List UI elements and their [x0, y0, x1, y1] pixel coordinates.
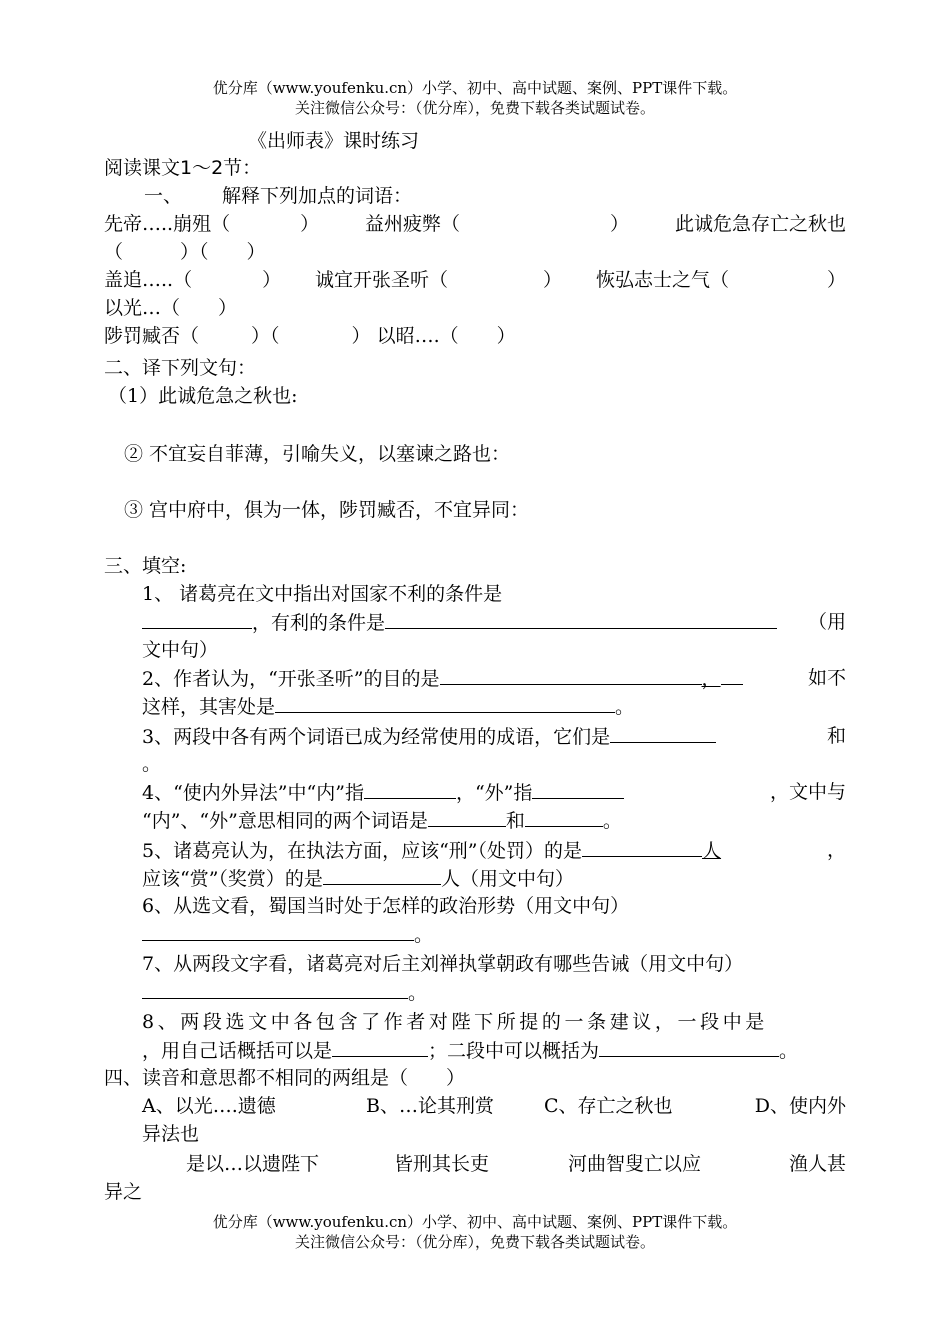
fill-item-1-blanks: ，有利的条件是 （用 [142, 608, 846, 637]
fill-item-4: 4、“使内外异法”中“内”指 ，“外”指 ，文中与 [142, 778, 846, 807]
fill-item-2: 2、作者认为，“开张圣听”的目的是 ， 如不 [142, 664, 846, 693]
q1-item-zhui: 盖追…..（ ） [104, 269, 282, 291]
q1-item-benchu: 先帝…..崩殂（ ） [104, 213, 320, 235]
fill-item-1-wrap: 文中句） [142, 639, 219, 661]
q1-item-kaizhang: 诚宜开张圣听（ ） [315, 269, 563, 291]
reading-instruction: 阅读课文1～2节： [104, 157, 262, 179]
section-3-heading: 三、填空: [104, 555, 187, 577]
blank[interactable] [428, 806, 506, 827]
option-c-pair: 河曲智叟亡以应 [568, 1153, 702, 1175]
option-c[interactable]: C、存亡之秋也 [544, 1095, 673, 1117]
option-b-pair: 皆刑其长吏 [394, 1153, 490, 1175]
option-d[interactable]: D、使内外 [754, 1095, 846, 1117]
choice-row-1-wrap: 异法也 [142, 1123, 200, 1145]
q1-item-qiu: 此诚危急存亡之秋也 [674, 213, 846, 235]
section-1-row-5: 陟罚臧否（ ）（ ） 以昭….（ ） [104, 325, 516, 347]
blank[interactable] [142, 608, 252, 629]
fill-item-8: 8、两段选文中各包含了作者对陛下所提的一条建议，一段中是 [142, 1011, 768, 1033]
section-1-row-1 [104, 210, 846, 238]
translate-item-1: （1）此诚危急之秋也: [108, 385, 298, 407]
blank[interactable] [599, 1036, 779, 1057]
fill-item-5: 5、诸葛亮认为，在执法方面，应该“刑”（处罚）的是 人 ， [142, 836, 846, 865]
blank[interactable] [142, 978, 408, 999]
blank[interactable] [525, 806, 603, 827]
fill-item-3: 3、两段中各有两个词语已成为经常使用的成语，它们是 和 [142, 722, 846, 751]
blank[interactable] [323, 864, 441, 885]
blank[interactable] [532, 778, 624, 799]
section-1-row-4: 以光…（ ） [104, 297, 238, 319]
header-line-1: 优分库（www.youfenku.cn）小学、初中、高中试题、案例、PPT课件下载。 [212, 79, 738, 97]
section-1-row-2: （ ）（ ） [104, 241, 266, 263]
blank[interactable] [721, 664, 743, 685]
fill-item-7-wrap: 。 [142, 978, 850, 1007]
fill-item-3-wrap: 。 [142, 753, 162, 775]
fill-item-5-wrap: 应该“赏”（奖赏）的是 人（用文中句） [142, 864, 850, 893]
page-title: 《出师表》课时练习 [248, 130, 420, 152]
fill-item-4-wrap: “内”、“外”意思相同的两个词语是 和 。 [142, 806, 850, 835]
blank[interactable] [142, 920, 414, 941]
option-b[interactable]: B、…论其刑赏 [366, 1095, 494, 1117]
blank[interactable] [440, 664, 702, 685]
blank[interactable] [582, 836, 702, 857]
blank[interactable] [385, 608, 777, 629]
section-1-row-3 [104, 266, 846, 294]
blank[interactable] [364, 778, 456, 799]
q1-item-pibi: 益州疲弊（ ） [365, 213, 630, 235]
translate-item-3: ③ 宫中府中，俱为一体，陟罚臧否，不宜异同： [124, 499, 530, 521]
option-a-pair: 是以…以遗陛下 [186, 1153, 320, 1175]
footer-line-2: 关注微信公众号：（优分库），免费下载各类试题试卷。 [294, 1233, 655, 1251]
section-1-heading: 一、 解释下列加点的词语： [144, 185, 413, 207]
section-2-heading: 二、译下列文句： [104, 357, 257, 379]
fill-item-6-wrap: 。 [142, 920, 850, 949]
q1-item-huihong: 恢弘志士之气（ ） [595, 269, 846, 291]
choice-row-2-wrap: 异之 [104, 1181, 143, 1203]
blank[interactable] [332, 1036, 428, 1057]
blank[interactable] [610, 722, 716, 743]
translate-item-2: ② 不宜妄自菲薄，引喻失义，以塞谏之路也： [124, 443, 511, 465]
fill-item-1: 1、 诸葛亮在文中指出对国家不利的条件是 [142, 583, 503, 605]
option-d-pair: 渔人甚 [788, 1153, 846, 1175]
fill-item-6: 6、从选文看，蜀国当时处于怎样的政治形势（用文中句） [142, 895, 630, 917]
section-4-heading: 四、读音和意思都不相同的两组是（ ） [104, 1067, 466, 1089]
fill-item-2-wrap: 这样，其害处是 。 [142, 692, 850, 721]
header-line-2: 关注微信公众号：（优分库），免费下载各类试题试卷。 [294, 99, 655, 117]
fill-item-7: 7、从两段文字看，诸葛亮对后主刘禅执掌朝政有哪些告诫（用文中句） [142, 953, 744, 975]
option-a[interactable]: A、以光….遗德 [142, 1095, 276, 1117]
blank[interactable] [275, 692, 615, 713]
fill-item-8-wrap: ，用自己话概括可以是 ；二段中可以概括为 。 [142, 1036, 852, 1065]
footer-line-1: 优分库（www.youfenku.cn）小学、初中、高中试题、案例、PPT课件下载。 [212, 1213, 738, 1231]
